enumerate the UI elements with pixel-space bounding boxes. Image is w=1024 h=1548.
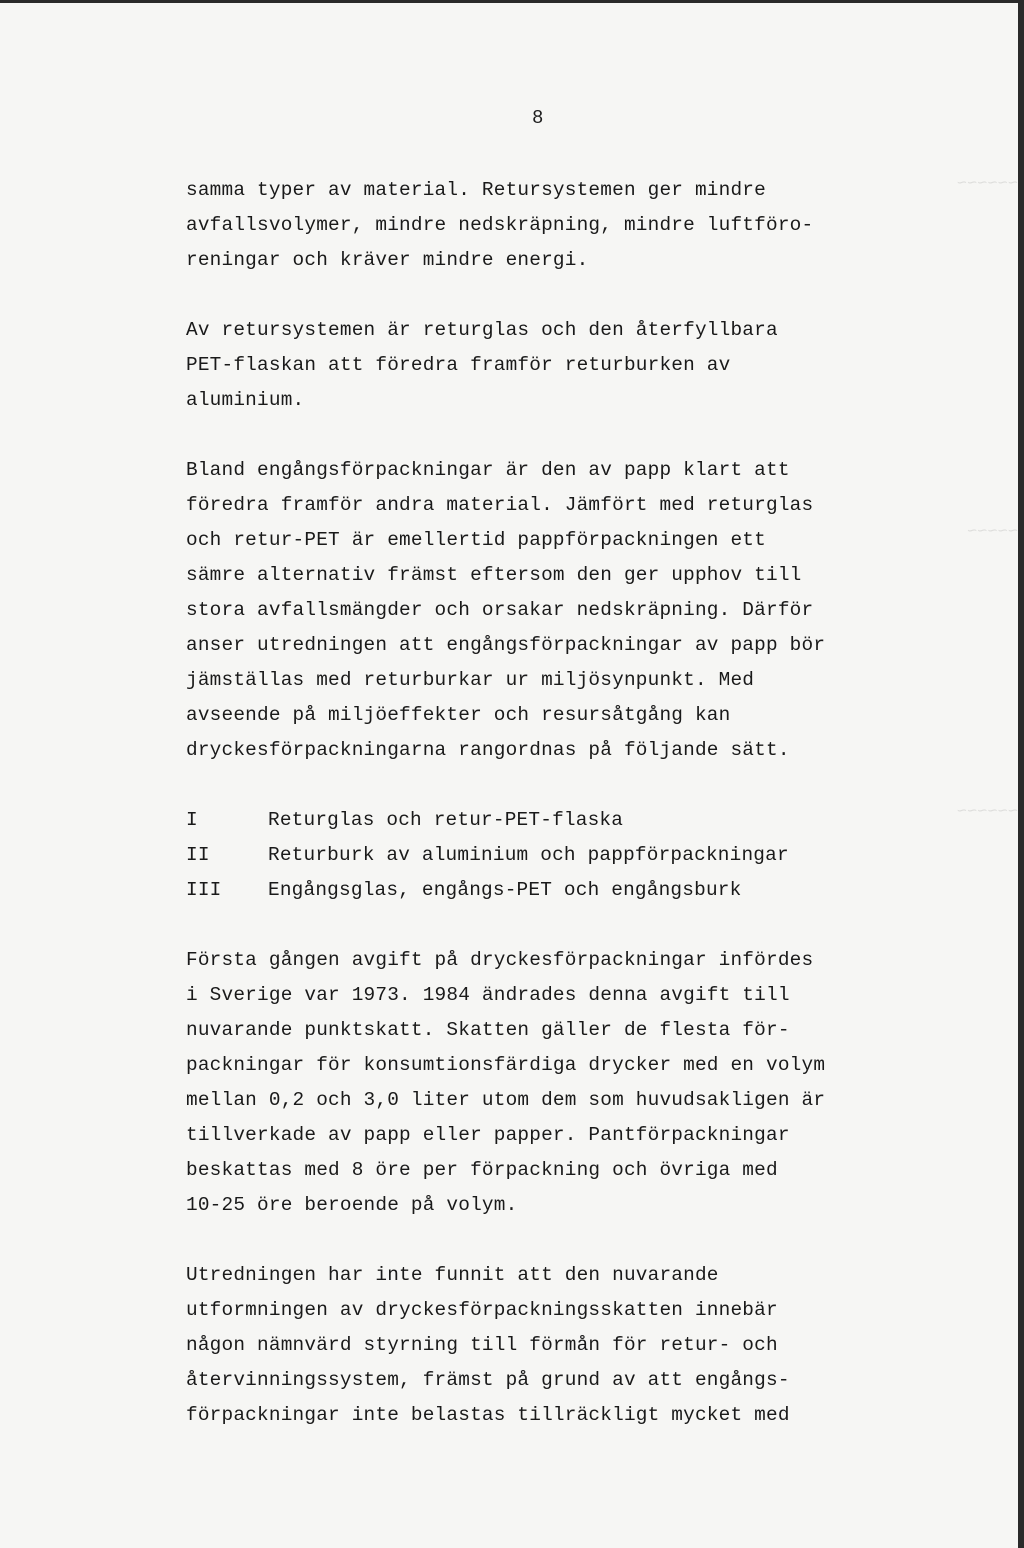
ranking-text: Returglas och retur-PET-flaska <box>268 809 624 831</box>
text-line: och retur-PET är emellertid pappförpackningen ett <box>186 529 766 551</box>
text-line: beskattas med 8 öre per förpackning och övriga med <box>186 1159 778 1181</box>
text-line: jämställas med returburkar ur miljösynpunkt. Med <box>186 669 755 691</box>
page-number: 8 <box>532 107 544 129</box>
text-line: packningar för konsumtionsfärdiga drycker med en volym <box>186 1054 826 1076</box>
text-line: sämre alternativ främst eftersom den ger upphov till <box>186 564 802 586</box>
text-line: i Sverige var 1973. 1984 ändrades denna avgift till <box>186 984 790 1006</box>
text-line: förpackningar inte belastas tillräckligt mycket med <box>186 1404 790 1426</box>
text-line: reningar och kräver mindre energi. <box>186 249 589 271</box>
ranking-numeral: II <box>186 844 210 866</box>
show-through-mark: ~~~~~~ <box>956 175 1018 194</box>
text-line: stora avfallsmängder och orsakar nedskräpning. Därför <box>186 599 814 621</box>
paragraph <box>186 943 966 1223</box>
ranking-item <box>186 873 966 908</box>
ranking-item <box>186 838 966 873</box>
text-line: mellan 0,2 och 3,0 liter utom dem som huvudsakligen är <box>186 1089 826 1111</box>
show-through-mark: ~~~~~ <box>966 523 1018 542</box>
show-through-mark: ~~~~~~ <box>956 803 1018 822</box>
ranking-numeral: I <box>186 809 198 831</box>
text-line: Första gången avgift på dryckesförpackningar infördes <box>186 949 814 971</box>
ranking-numeral: III <box>186 879 222 901</box>
text-line: samma typer av material. Retursystemen ger mindre <box>186 179 766 201</box>
paragraph <box>186 453 966 768</box>
ranking-list <box>186 803 966 908</box>
text-line: aluminium. <box>186 389 305 411</box>
paragraph <box>186 313 966 418</box>
text-line: utformningen av dryckesförpackningsskatten innebär <box>186 1299 778 1321</box>
ranking-text: Engångsglas, engångs-PET och engångsburk <box>268 879 742 901</box>
text-line: avseende på miljöeffekter och resursåtgång kan <box>186 704 731 726</box>
ranking-text: Returburk av aluminium och pappförpackningar <box>268 844 789 866</box>
text-line: dryckesförpackningarna rangordnas på följande sätt. <box>186 739 790 761</box>
paragraph <box>186 173 966 278</box>
text-line: anser utredningen att engångsförpackningar av papp bör <box>186 634 826 656</box>
text-line: tillverkade av papp eller papper. Pantförpackningar <box>186 1124 790 1146</box>
paragraph <box>186 1258 966 1433</box>
text-line: Utredningen har inte funnit att den nuvarande <box>186 1264 719 1286</box>
text-line: återvinningssystem, främst på grund av att engångs- <box>186 1369 790 1391</box>
text-line: nuvarande punktskatt. Skatten gäller de flesta för- <box>186 1019 790 1041</box>
text-line: avfallsvolymer, mindre nedskräpning, mindre luftföro- <box>186 214 814 236</box>
text-line: föredra framför andra material. Jämfört med returglas <box>186 494 814 516</box>
text-line: PET-flaskan att föredra framför returburken av <box>186 354 731 376</box>
text-line: Bland engångsförpackningar är den av papp klart att <box>186 459 790 481</box>
ranking-item <box>186 803 966 838</box>
text-line: 10-25 öre beroende på volym. <box>186 1194 518 1216</box>
body-text <box>186 173 966 1468</box>
text-line: Av retursystemen är returglas och den återfyllbara <box>186 319 778 341</box>
text-line: någon nämnvärd styrning till förmån för retur- och <box>186 1334 778 1356</box>
